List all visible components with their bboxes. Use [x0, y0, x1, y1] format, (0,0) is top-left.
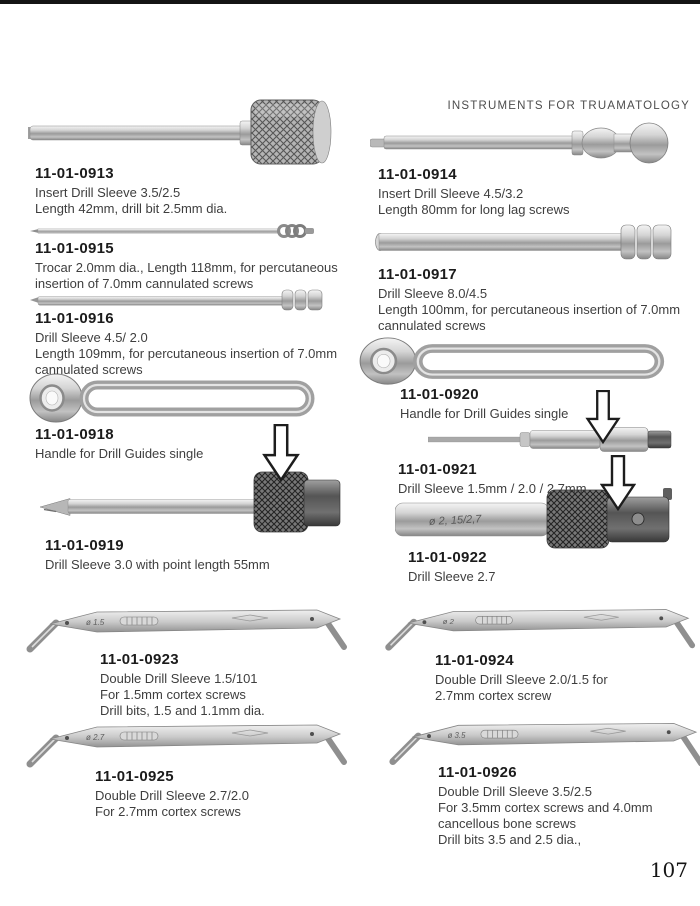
product-0916	[35, 310, 353, 378]
top-border	[0, 0, 700, 4]
product-0919	[45, 537, 345, 573]
product-desc-line: Drill Sleeve 8.0/4.5	[378, 286, 488, 301]
product-code: 11-01-0914	[378, 166, 457, 183]
product-0921	[398, 461, 608, 497]
etched-marking: ø 3.5	[447, 731, 466, 741]
down-arrow-icon	[585, 390, 621, 444]
instrument-0925-image	[22, 712, 347, 772]
etched-marking: ø 2, 15/2,7	[428, 513, 482, 528]
product-desc-line: For 3.5mm cortex screws and 4.0mm	[438, 799, 653, 815]
product-desc-line: For 2.7mm cortex screws	[95, 803, 241, 819]
product-desc-line: Length 109mm, for percutaneous insertion of 7.0mm cannulated screws	[35, 345, 338, 377]
instrument-0914-image	[370, 120, 670, 166]
product-desc-line: Insert Drill Sleeve 4.5/3.2	[378, 186, 524, 201]
product-0924	[435, 652, 670, 704]
product-0915	[35, 240, 350, 292]
product-code: 11-01-0922	[408, 549, 487, 566]
instrument-0924-image	[378, 597, 698, 655]
product-0923	[100, 651, 345, 719]
instrument-0923-image	[22, 597, 347, 657]
instrument-0921-image	[428, 420, 673, 460]
product-desc-line: Trocar 2.0mm dia., Length 118mm, for percutaneous insertion of 7.0mm cannulated screws	[35, 260, 338, 291]
product-desc-line: For 1.5mm cortex screws	[100, 686, 246, 702]
instrument-0915-image	[30, 222, 322, 240]
instrument-0920-image	[358, 336, 670, 388]
product-code: 11-01-0925	[95, 768, 174, 785]
product-desc-line: Length 42mm, drill bit 2.5mm dia.	[35, 200, 228, 216]
product-code: 11-01-0926	[438, 764, 517, 781]
product-desc-line: Length 100mm, for percutaneous insertion of 7.0mm cannulated screws	[378, 301, 681, 333]
etched-marking: ø 2.7	[86, 733, 105, 742]
product-desc-line: Length 80mm for long lag screws	[378, 201, 570, 217]
down-arrow-icon	[262, 424, 300, 482]
product-desc-line: Insert Drill Sleeve 3.5/2.5	[35, 185, 181, 200]
product-0920	[400, 386, 580, 422]
product-desc-line: Drill bits, 1.5 and 1.1mm dia.	[100, 702, 265, 718]
product-code: 11-01-0923	[100, 651, 179, 668]
catalog-header: INSTRUMENTS FOR TRUAMATOLOGY	[447, 100, 690, 112]
product-desc-line: Drill Sleeve 1.5mm / 2.0 / 2.7mm	[398, 481, 587, 496]
product-0925	[95, 768, 340, 820]
instrument-0922-image	[395, 488, 697, 550]
product-0922	[408, 549, 608, 585]
instrument-0926-image	[385, 710, 700, 770]
product-code: 11-01-0917	[378, 266, 457, 283]
product-desc-line: Drill Sleeve 2.7	[408, 569, 496, 584]
etched-marking: ø 1.5	[86, 618, 105, 627]
product-0926	[438, 764, 688, 847]
product-0914	[378, 166, 690, 218]
product-desc-line: Drill bits 3.5 and 2.5 dia.,	[438, 831, 582, 847]
product-0913	[35, 165, 345, 217]
product-desc-line: Double Drill Sleeve 1.5/101	[100, 671, 258, 686]
etched-marking: ø 2	[442, 617, 454, 627]
product-desc-line: Handle for Drill Guides single	[35, 446, 204, 461]
product-code: 11-01-0921	[398, 461, 477, 478]
instrument-0917-image	[375, 222, 675, 262]
product-code: 11-01-0920	[400, 386, 479, 403]
page-number: 107	[649, 858, 688, 882]
product-code: 11-01-0913	[35, 165, 114, 182]
instrument-0918-image	[28, 372, 320, 426]
product-code: 11-01-0915	[35, 240, 114, 257]
instrument-0913-image	[28, 98, 334, 166]
product-desc-line: Handle for Drill Guides single	[400, 406, 569, 421]
product-0917	[378, 266, 690, 334]
product-code: 11-01-0919	[45, 537, 124, 554]
product-desc-line: Double Drill Sleeve 2.0/1.5 for	[435, 672, 608, 687]
product-desc-line: Double Drill Sleeve 3.5/2.5	[438, 784, 592, 799]
product-desc-line: Double Drill Sleeve 2.7/2.0	[95, 788, 249, 803]
product-desc-line: cancellous bone screws	[438, 815, 577, 831]
product-desc-line: 2.7mm cortex screw	[435, 687, 552, 703]
product-code: 11-01-0924	[435, 652, 514, 669]
product-desc-line: Drill Sleeve 3.0 with point length 55mm	[45, 557, 270, 572]
product-code: 11-01-0918	[35, 426, 114, 443]
product-desc-line: Drill Sleeve 4.5/ 2.0	[35, 330, 148, 345]
product-0918	[35, 426, 260, 462]
product-code: 11-01-0916	[35, 310, 114, 327]
